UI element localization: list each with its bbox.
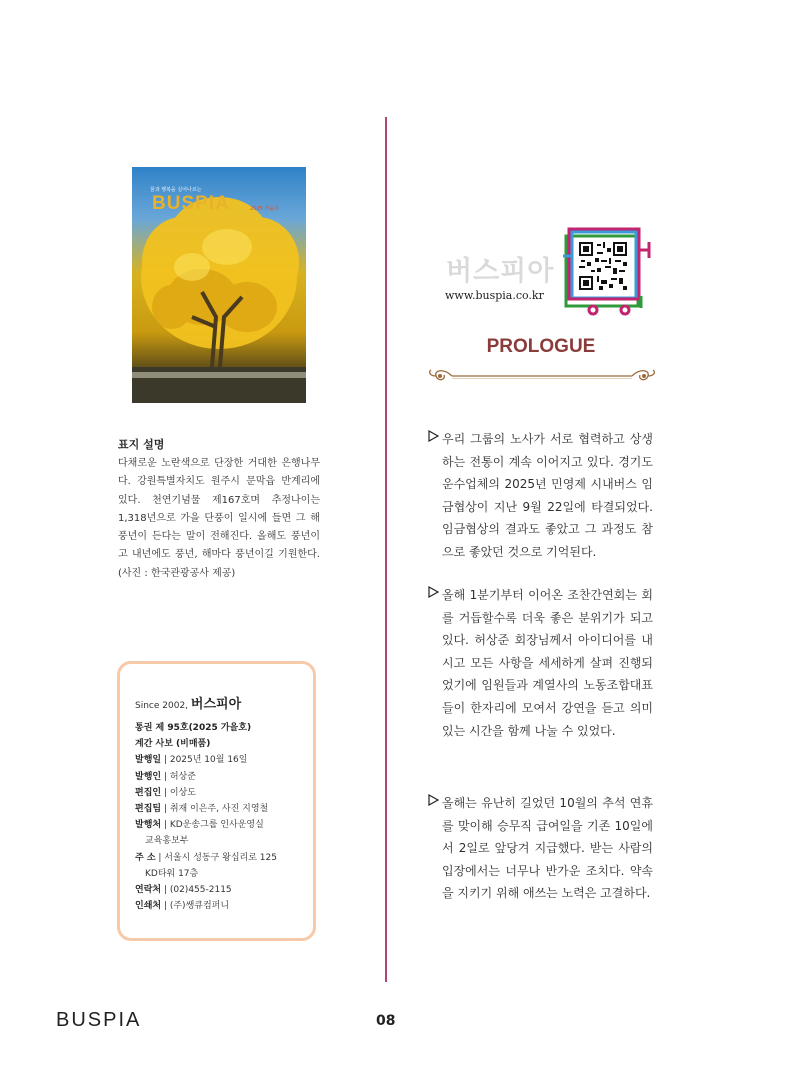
info-line: 발행인 | 허상준 <box>135 771 196 782</box>
info-line: 교육홍보부 <box>145 836 189 847</box>
cover-logo: BUSPIA <box>152 193 230 214</box>
section-title: PROLOGUE <box>486 336 596 357</box>
prologue-paragraph-3 <box>428 792 653 905</box>
info-line: 인쇄처 | (주)쌩큐컴퍼니 <box>135 901 230 912</box>
cover-image <box>132 167 306 403</box>
info-line: 발행처 | KD운송그룹 인사운영실 <box>135 820 264 831</box>
triangle-bullet-icon <box>428 794 439 806</box>
caption-body: 다채로운 노란색으로 단장한 거대한 은행나무다. 강원특별자치도 원주시 문막읍 반계리에 있다. 천연기념물 제167호며 추정나이는 1,318년으로 가을 단풍이 일시에 들면 그 해 풍년이 든다는 말이 전해진다. 올해도 풍년이고 내년에도 풍년, 해마다 풍년이길 기원한다. (사진 : 한국관광공사 제공) <box>118 458 320 579</box>
info-line: KD타워 17층 <box>145 868 199 879</box>
footer-logo: BUSPIA <box>56 1009 142 1031</box>
paragraph-text: 올해 1분기부터 이어온 조찬간연회는 회를 거듭할수록 더욱 좋은 분위기가 되고 있다. 허상준 회장님께서 아이디어를 내시고 모든 사항을 세세하게 살펴 진행되었기에 임원들과 계열사의 노동조합대표들이 한자리에 모여서 강연을 듣고 의미있는 시간을 함께 나눌 수 있었다. <box>442 588 653 738</box>
since-prefix: Since 2002, <box>135 701 189 711</box>
info-line: 계간 사보 (비매품) <box>135 739 211 750</box>
info-line: 발행일 | 2025년 10월 16일 <box>135 755 248 766</box>
paragraph-text: 올해는 유난히 길었던 10월의 추석 연휴를 맞이해 승무직 급여일을 기존 10일에서 2일로 앞당겨 지급했다. 받는 사람의 입장에서는 너무나 반가운 조치다. 약속을 지키기 위해 애쓰는 노력은 고결하다. <box>442 796 653 901</box>
brand-name: 버스피아 <box>446 256 555 287</box>
info-list <box>135 720 277 914</box>
since-name: 버스피아 <box>190 697 242 712</box>
publication-info-box <box>117 661 316 941</box>
page-number: 08 <box>376 1013 396 1029</box>
since-line <box>135 693 241 712</box>
info-line: 주 소 | 서울시 성동구 왕십리로 125 <box>135 852 277 863</box>
info-line: 통권 제 95호(2025 가을호) <box>135 723 252 733</box>
triangle-bullet-icon <box>428 430 439 442</box>
qr-pattern <box>577 240 629 292</box>
caption-title: 표지 설명 <box>118 438 165 451</box>
info-line: 편집인 | 이상도 <box>135 787 196 798</box>
info-line: 연락처 | (02)455-2115 <box>135 885 232 896</box>
paragraph-text: 우리 그룹의 노사가 서로 협력하고 상생하는 전통이 계속 이어지고 있다. 경기도 운수업체의 2025년 민영제 시내버스 임금협상이 지난 9월 22일에 타결되었다. 임금협상의 결과도 좋았고 그 과정도 참으로 좋았던 것으로 기억된다. <box>442 432 653 559</box>
prologue-paragraph-1 <box>428 428 653 564</box>
qr-code-icon[interactable] <box>563 226 655 316</box>
triangle-bullet-icon <box>428 586 439 598</box>
cover-issue: 2025 가을호 <box>250 206 279 212</box>
prologue-paragraph-2 <box>428 584 653 742</box>
column-divider <box>385 117 387 982</box>
ornament-divider-icon <box>426 364 658 388</box>
cover-tagline: 꿈과 행복을 실어나르는 <box>150 187 202 193</box>
brand-url[interactable]: www.buspia.co.kr <box>445 289 544 302</box>
info-line: 편집팀 | 취재 이은주, 사진 지영철 <box>135 804 269 815</box>
